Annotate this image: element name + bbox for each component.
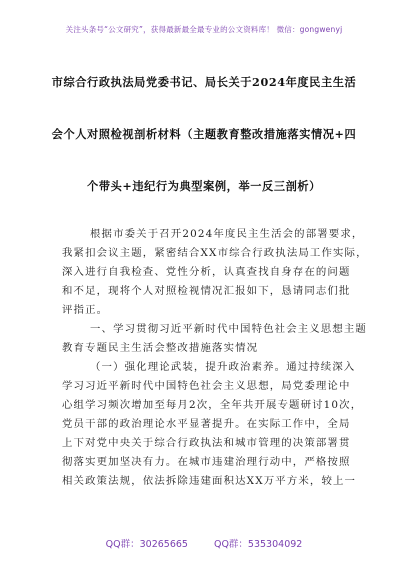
- body-line: 学习习近平新时代中国特色社会主义思想，局党委理论中: [62, 380, 351, 392]
- header-banner: 关注头条号“公文研究”，获得最新最全最专业的公文资料库！ 微信：gongwenyj: [65, 25, 343, 34]
- body-line: 心组学习频次增加至每月2次，全年共开展专题研讨10次，: [62, 399, 363, 411]
- section-heading-line: 一、学习贯彻习近平新时代中国特色社会主义思想主题: [90, 323, 367, 335]
- body-line: 根据市委关于召开2024年度民主生活会的部署要求，: [90, 228, 364, 240]
- footer-qq-group-2: QQ群：535304092: [213, 539, 303, 550]
- footer-qq-group-1: QQ群：30265665: [105, 539, 188, 550]
- body-line: 深入进行自我检查、党性分析，认真查找自身存在的问题: [62, 266, 351, 278]
- footer-contact: [0, 536, 408, 550]
- document-title-line-2: 会个人对照检视剖析材料（主题教育整改措施落实情况+四: [51, 127, 357, 141]
- document-title-line-3: 个带头+违纪行为典型案例，举一反三剖析）: [87, 179, 321, 193]
- body-line: 相关政策法规，依法拆除违建面积达XX万平方米，较上一: [62, 475, 357, 487]
- body-line: 上下对党中央关于综合行政执法和城市管理的决策部署贯: [62, 437, 351, 449]
- section-heading-line: 教育专题民主生活会整改措施落实情况: [62, 342, 259, 354]
- body-line: 彻落实更加坚决有力。在城市违建治理行动中，严格按照: [62, 456, 351, 468]
- document-title-line-1: 市综合行政执法局党委书记、局长关于2024年度民主生活: [51, 75, 357, 89]
- body-line: 党员干部的政治理论水平显著提升。在实际工作中，全局: [62, 418, 351, 430]
- subsection-heading-line: （一）强化理论武装，提升政治素养。通过持续深入: [90, 361, 356, 373]
- body-line: 评指正。: [62, 304, 109, 316]
- body-line: 和不足，现将个人对照检视情况汇报如下，恳请同志们批: [62, 285, 351, 297]
- body-line: 我紧扣会议主题，紧密结合XX市综合行政执法局工作实际，: [62, 247, 368, 259]
